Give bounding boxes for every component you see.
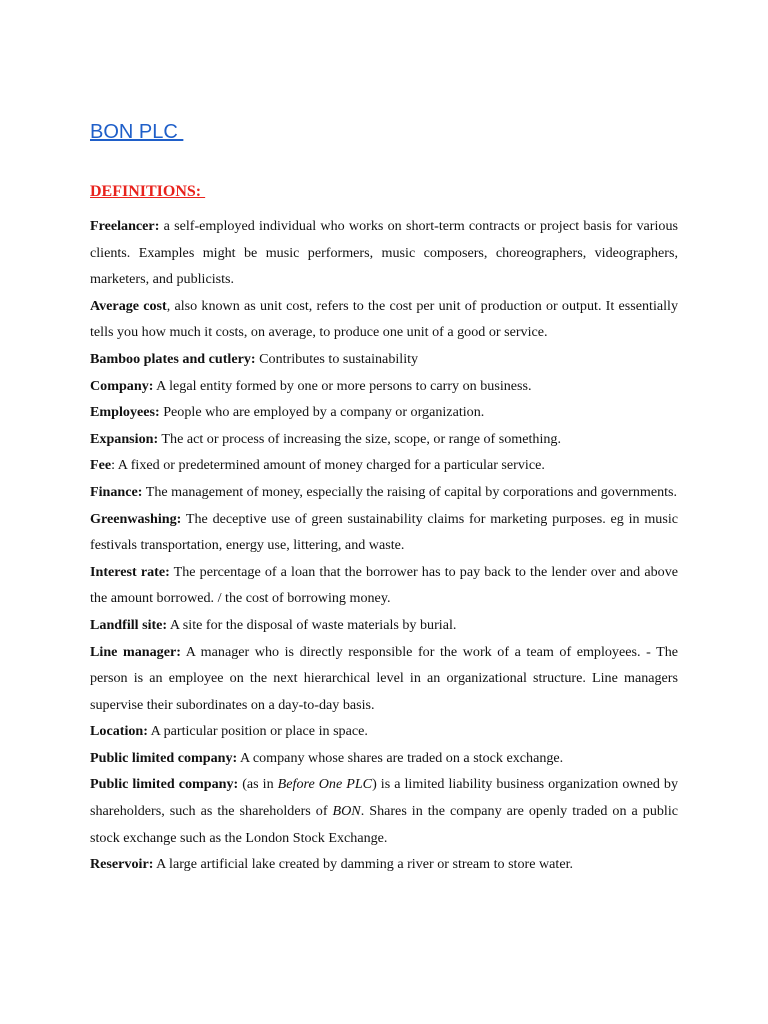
definition-item	[90, 426, 678, 453]
document-page	[90, 118, 678, 878]
definition-text: : A fixed or predetermined amount of money charged for a particular service.	[111, 457, 545, 474]
definition-term: Reservoir:	[90, 856, 154, 873]
definition-text: A legal entity formed by one or more persons to carry on business.	[153, 377, 532, 394]
definition-term: Interest rate:	[90, 563, 170, 580]
definition-text: A site for the disposal of waste materials by burial.	[167, 616, 457, 633]
definition-text: (as in	[238, 776, 278, 793]
definitions-heading: DEFINITIONS:	[90, 183, 206, 200]
definition-term: Average cost	[90, 297, 167, 314]
definition-term: Greenwashing:	[90, 510, 182, 527]
definition-term: Location:	[90, 723, 148, 740]
definition-text: The act or process of increasing the size, scope, or range of something.	[158, 430, 561, 447]
definition-text: ) is a limited liability business organization owned by shareholders, such as the shareholders of	[90, 776, 679, 820]
definition-term: Expansion:	[90, 430, 159, 447]
definition-text: The management of money, especially the raising of capital by corporations and governments.	[142, 483, 678, 500]
definitions-list	[90, 213, 678, 878]
definition-text: The deceptive use of green sustainability claims for marketing purposes. eg in music festivals transportation, energy use, littering, and waste.	[90, 510, 678, 554]
definition-item	[90, 506, 678, 559]
definition-text: Contributes to sustainability	[255, 350, 419, 367]
definition-text: A company whose shares are traded on a stock exchange.	[237, 749, 564, 766]
definition-item	[90, 373, 678, 400]
definition-text-italic: BON	[332, 803, 361, 820]
definition-text: . Shares in the company are openly traded on a public stock exchange such as the London Stock Exchange.	[90, 803, 678, 846]
definition-text: A manager who is directly responsible for the work of a team of employees. - The person is an employee on the next hierarchical level in an organizational structure. Line managers supervise their subordinates on a day-to-day basis.	[90, 643, 678, 713]
document-title: BON PLC	[90, 121, 184, 143]
definition-item	[90, 639, 678, 719]
definition-text: , also known as unit cost, refers to the cost per unit of production or output. It essentially tells you how much it costs, on average, to produce one unit of a good or service.	[90, 297, 679, 341]
definition-text: a self-employed individual who works on short-term contracts or project basis for various clients. Examples might be music performers, music composers, choreographers, videographers, marketers, and publicists.	[90, 218, 678, 288]
definition-term: Fee	[90, 457, 112, 474]
definition-term: Landfill site:	[90, 616, 168, 633]
definition-term: Line manager:	[90, 643, 181, 660]
definition-item	[90, 718, 678, 745]
definition-item	[90, 346, 678, 373]
definition-item	[90, 293, 678, 346]
definition-item	[90, 851, 678, 878]
definition-item	[90, 559, 678, 612]
definition-text: A large artificial lake created by damming a river or stream to store water.	[153, 856, 574, 873]
definition-item	[90, 771, 678, 851]
definition-text: A particular position or place in space.	[147, 723, 368, 740]
definition-text: People who are employed by a company or organization.	[159, 404, 485, 421]
definition-term: Employees:	[90, 404, 160, 421]
definition-item	[90, 452, 678, 479]
definition-item	[90, 213, 678, 293]
definition-term: Freelancer:	[90, 218, 160, 234]
definition-term: Public limited company:	[90, 749, 238, 766]
definition-item	[90, 612, 678, 639]
definition-item	[90, 399, 678, 426]
definition-item	[90, 479, 678, 506]
definition-text: The percentage of a loan that the borrower has to pay back to the lender over and above the amount borrowed. / the cost of borrowing money.	[90, 563, 678, 607]
definition-term: Company:	[90, 377, 154, 394]
definition-term: Finance:	[90, 483, 143, 500]
definition-term: Bamboo plates and cutlery:	[90, 350, 256, 367]
definition-text-italic: Before One PLC	[277, 776, 373, 793]
definition-term: Public limited company:	[90, 776, 239, 793]
definition-item	[90, 745, 678, 772]
